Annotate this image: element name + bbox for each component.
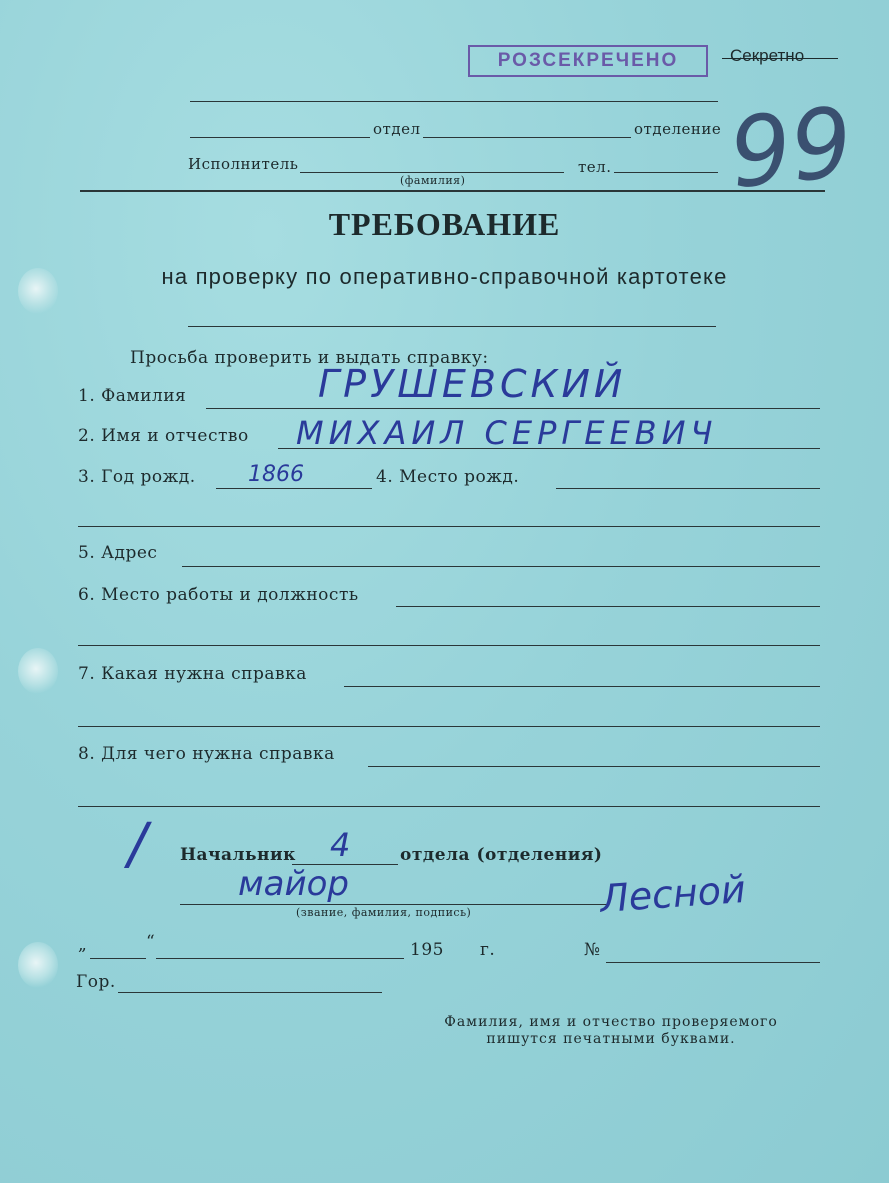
birth-place-label: 4. Место рожд. (376, 467, 520, 487)
birth-year-line (216, 488, 372, 489)
year-suffix: г. (480, 940, 496, 960)
rank-hint: (звание, фамилия, подпись) (296, 906, 472, 919)
which-line (344, 686, 820, 687)
surname-line (206, 408, 820, 409)
address-line (182, 566, 820, 567)
work-line (396, 606, 820, 607)
why-line (368, 766, 820, 767)
executor-label: Исполнитель (188, 155, 299, 173)
dept-line (190, 137, 370, 138)
phone-label: тел. (578, 158, 612, 176)
dept-label: отдел (373, 120, 421, 138)
date-quote-close: “ (146, 932, 156, 952)
punch-hole-middle (18, 648, 58, 694)
date-quote-open: „ (78, 935, 88, 955)
section-label: отделение (634, 120, 722, 138)
secret-strike-line (722, 58, 838, 59)
executor-line (300, 172, 564, 173)
footer-note (396, 1014, 826, 1048)
why-line-2 (78, 806, 820, 807)
address-label: 5. Адрес (78, 543, 158, 563)
header-line-1 (190, 101, 718, 102)
birth-place-line (556, 488, 820, 489)
birth-year-label: 3. Год рожд. (78, 467, 196, 487)
request-intro: Просьба проверить и выдать справку: (130, 348, 489, 368)
handwritten-number: 99 (724, 85, 858, 211)
number-line (606, 962, 820, 963)
work-line-2 (78, 645, 820, 646)
document-subtitle: на проверку по оперативно-справочной картотеке (161, 264, 728, 289)
number-label: № (584, 940, 601, 960)
birth-place-line-2 (78, 526, 820, 527)
rank-value: майор (238, 864, 349, 904)
margin-mark: / (128, 812, 147, 877)
name-label: 2. Имя и отчество (78, 426, 249, 446)
dept-label: отдела (отделения) (400, 845, 603, 865)
name-value: МИХАИЛ СЕРГЕЕВИЧ (296, 414, 718, 452)
city-label: Гор. (76, 972, 116, 992)
section-line (423, 137, 631, 138)
city-line (118, 992, 382, 993)
chief-label: Начальник (180, 845, 296, 865)
year-label: 195 (410, 940, 444, 960)
surname-label: 1. Фамилия (78, 386, 187, 406)
which-label: 7. Какая нужна справка (78, 664, 307, 684)
birth-year-value: 1866 (248, 462, 304, 487)
phone-line (614, 172, 718, 173)
surname-hint: (фамилия) (400, 174, 466, 187)
punch-hole-bottom (18, 942, 58, 988)
footer-note-line-2: пишутся печатными буквами. (486, 1031, 736, 1047)
rank-line (180, 904, 608, 905)
which-line-2 (78, 726, 820, 727)
why-label: 8. Для чего нужна справка (78, 744, 335, 764)
date-day-line (90, 958, 146, 959)
subtitle-line (188, 326, 716, 327)
secret-label: Секретно (730, 46, 805, 65)
chief-dept-value: 4 (330, 826, 351, 864)
header-divider (80, 190, 825, 192)
date-month-line (156, 958, 404, 959)
declassified-stamp: РОЗСЕКРЕЧЕНО (468, 45, 708, 77)
document-title: ТРЕБОВАНИЕ (328, 206, 561, 242)
footer-note-line-1: Фамилия, имя и отчество проверяемого (444, 1014, 778, 1030)
signature-value: Лесной (598, 866, 747, 922)
work-label: 6. Место работы и должность (78, 585, 359, 605)
surname-value: ГРУШЕВСКИЙ (318, 362, 627, 406)
